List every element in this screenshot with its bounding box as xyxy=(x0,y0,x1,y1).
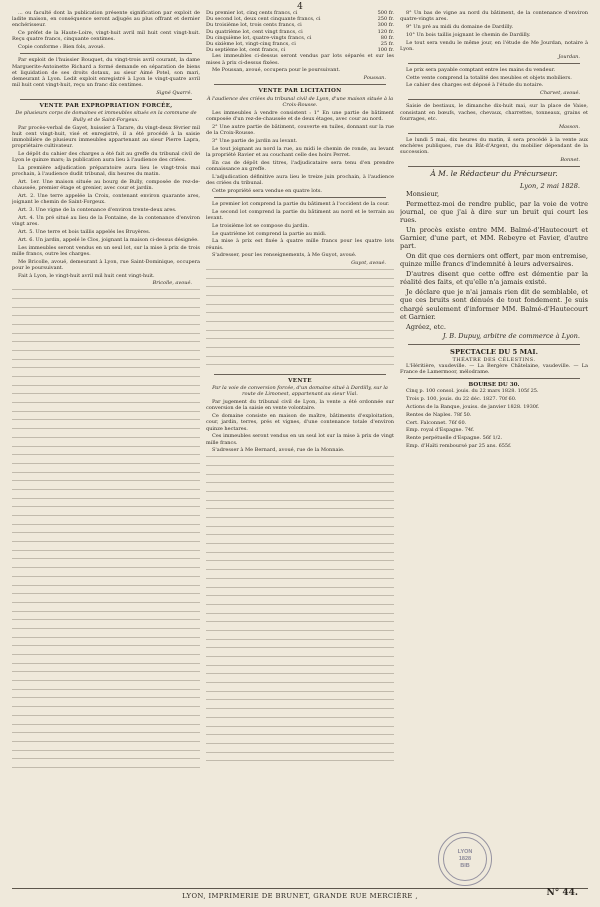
ledger-row: Du septième lot, cent francs, ci 100 fr. xyxy=(206,47,394,54)
column-1 xyxy=(12,10,200,885)
notice-domaine xyxy=(400,10,588,60)
paragraph: Saisie de bestiaux, le dimanche dix-huit mai, sur la place de Vaise, consistant en bœufs, vaches, chevaux, charrettes, tonneaux, grains et fourrages, etc. xyxy=(400,103,588,122)
signature: Charvet, avoué. xyxy=(540,90,580,97)
notice-title: VENTE PAR LICITATION xyxy=(258,88,342,95)
paragraph: Art. 2. Une terre appelée la Croix, contenant environ quarante ares, joignant le chemin de Saint-Forgeux. xyxy=(12,193,200,206)
divider xyxy=(214,197,386,198)
columns xyxy=(12,10,588,885)
paragraph: Les immeubles ci-dessus seront vendus par lots séparés et sur les mises à prix ci-dessus fixées. xyxy=(206,53,394,66)
paragraph: 2° Une autre partie de bâtiment, couverte en tuiles, donnant sur la rue de la Croix-Rousse. xyxy=(206,124,394,137)
paragraph: L'adjudication définitive aura lieu le treize juin prochain, à l'audience des criées du tribunal. xyxy=(206,173,394,187)
illegible-text xyxy=(12,289,200,773)
signature: Masson. xyxy=(558,123,580,130)
letter-to-editor xyxy=(400,170,588,340)
paragraph: Copie conforme : Bien fols, avoué. xyxy=(18,44,105,51)
paragraph: Le premier lot comprend la partie du bâtiment à l'occident de la cour. xyxy=(212,201,390,208)
notice-separation xyxy=(12,57,200,96)
signature: Guyot, avoué. xyxy=(351,260,386,267)
paragraph: La mise à prix est fixée à quatre mille francs pour les quatre lots réunis. xyxy=(206,238,394,251)
divider xyxy=(408,133,580,134)
paragraph: Me Poussan, avoué, occupera pour le poursuivant. xyxy=(212,67,341,74)
illegible-text xyxy=(206,456,394,766)
ledger-row: Du troisième lot, trois cents francs, ci 300 fr. xyxy=(206,22,394,29)
footer xyxy=(12,888,588,903)
letter-signature: J. B. Dupuy, arbitre de commerce à Lyon. xyxy=(442,332,580,341)
divider xyxy=(408,99,580,100)
bourse-line: Emp. royal d'Espagne. 74f. xyxy=(406,427,475,434)
ledger-row: Du premier lot, cinq cents francs, ci 500 fr. xyxy=(206,10,394,16)
paragraph: Cette propriété sera vendue en quatre lots. xyxy=(212,187,323,194)
paragraph: Un procès existe entre MM. Balmé-d'Hautecourt et Garnier, d'une part, et MM. Rebeyre et Favier, d'autre part. xyxy=(400,225,588,251)
library-stamp: LYON 1828 BIB xyxy=(438,832,492,886)
notice-vente-meubles xyxy=(400,67,588,97)
paragraph: Art. 5. Une terre et bois taillis appelés les Bruyères. xyxy=(18,229,151,236)
divider xyxy=(408,63,580,64)
paragraph: ... ou faculté dont la publication présente signification par exploit de ladite maison, en conséquence seront adjugés au plus offrant et dernier enchérisseur. xyxy=(12,10,200,29)
paragraph: Le second lot comprend la partie du bâtiment au nord et le terrain au levant. xyxy=(206,208,394,222)
paragraph: Le quatrième lot comprend la partie au midi. xyxy=(212,230,327,237)
signature: Jourdan. xyxy=(558,53,580,60)
divider xyxy=(408,166,580,167)
issue-number: N° 44. xyxy=(546,888,578,898)
letter-dateline: Lyon, 2 mai 1828. xyxy=(520,181,580,190)
paragraph: S'adresser à Me Bernard, avoué, rue de la Monnaie. xyxy=(212,447,345,454)
bourse-line: Cinq p. 100 consol. jouis. du 22 mars 1828. 105f 25. xyxy=(406,388,539,395)
paragraph: Le lundi 5 mai, dix heures du matin, il sera procédé à la vente aux enchères publiques, rue du Bât-d'Argent, du mobilier dépendant de la succession. xyxy=(400,136,588,156)
spectacle-title: SPECTACLE DU 5 MAI. xyxy=(450,347,538,356)
signature: Bricolle, avoué. xyxy=(152,280,192,287)
column-3 xyxy=(400,10,588,885)
divider xyxy=(408,344,580,345)
paragraph: Cette vente comprend la totalité des meubles et objets mobiliers. xyxy=(406,74,572,81)
paragraph: La première adjudication préparatoire aura lieu le vingt-trois mai prochain, à l'audience dudit tribunal, dix heures du matin. xyxy=(12,165,200,178)
notice-title: VENTE xyxy=(288,377,312,384)
paragraph: On dit que ces derniers ont offert, par mon entremise, quinze mille francs d'indemnité à leurs adversaires. xyxy=(400,252,588,269)
divider xyxy=(214,374,386,375)
bourse-line: Cert. Falconnet. 76f 60. xyxy=(406,419,467,426)
paragraph: Ce préfet de la Haute-Loire, vingt-huit avril mil huit cent vingt-huit. Reçu quatre francs, cinquante centimes. xyxy=(12,30,200,43)
paragraph: Permettez-moi de rendre public, par la voie de votre journal, ce que j'ai à dire sur un bruit qui court les rues. xyxy=(400,199,588,225)
ledger-row: Du sixième lot, vingt-cinq francs, ci 25 fr. xyxy=(206,41,394,48)
notice-subtitle: Par la voie de conversion forcée, d'un domaine situé à Dardilly, sur la route de Limonest, appartenant au sieur Vial. xyxy=(212,384,388,398)
paragraph: Par procès-verbal de Gayet, huissier à Tarare, du vingt-deux février mil huit cent vingt-huit, visé et enregistré, il a été procédé à la saisie immobilière de plusieurs immeubles appartenant au sieur Pierre Lapra, propriétaire cultivateur. xyxy=(12,124,200,150)
notice-subtitle: De plusieurs corps de domaines et immeubles situés en la commune de Bully et de Saint-Forgeux. xyxy=(15,110,197,123)
signature: Signé Quarré. xyxy=(156,90,192,97)
paragraph: Le troisième lot se compose du jardin. xyxy=(212,222,310,229)
letter-title: À M. le Rédacteur du Précurseur. xyxy=(430,169,558,179)
paragraph: Le tout sera vendu le même jour, en l'étude de Me Jourdan, notaire à Lyon. xyxy=(400,39,588,52)
signature: Bonnet. xyxy=(560,157,580,163)
paragraph: Par jugement du tribunal civil de Lyon, la vente a été ordonnée sur conversion de la saisie en vente volontaire. xyxy=(206,399,394,412)
bourse-section xyxy=(400,382,588,449)
bourse-line: Trois p. 100, jouis. du 22 déc. 1827. 70f 60. xyxy=(406,396,517,403)
ledger-row: Du cinquième lot, quatre-vingts francs, ci 80 fr. xyxy=(206,34,394,41)
ledger-row: Du quatrième lot, cent vingt francs, ci 120 fr. xyxy=(206,28,394,35)
notice-encheres xyxy=(400,137,588,163)
bourse-line: Rentes de Naples. 78f 50. xyxy=(406,411,472,418)
paragraph: Art. 1er. Une maison située au bourg de Bully, composée de rez-de-chaussée, premier étage et grenier, avec cour et jardin. xyxy=(12,179,200,192)
notice-title: VENTE PAR EXPROPRIATION FORCÉE, xyxy=(39,103,173,110)
illegible-text xyxy=(206,269,394,371)
divider xyxy=(20,53,192,54)
notice-subtitle: À l'audience des criées du tribunal civil de Lyon, d'une maison située à la Croix-Rousse. xyxy=(206,95,394,108)
spectacle-section xyxy=(400,348,588,376)
bourse-line: Rente perpétuelle d'Espagne. 56f 1/2. xyxy=(406,435,503,442)
paragraph: Ce domaine consiste en maison de maître, bâtiments d'exploitation, cour, jardin, terres, prés et vignes, d'une contenance totale d'environ quinze hectares. xyxy=(206,413,394,432)
theatre-name: THÉATRE DES CÉLESTINS. xyxy=(452,356,536,363)
bourse-title: BOURSE DU 30. xyxy=(468,382,520,389)
paragraph: Le tout joignant au nord la rue, au midi le chemin de ronde, au levant la propriété Ravier et au couchant celle des hoirs Perret. xyxy=(206,145,394,159)
page-number: 4 xyxy=(297,2,303,12)
paragraph: Les immeubles à vendre consistent : 1° En une partie de bâtiment composée d'un rez-de-chaussée et de deux étages, avec cour au nord. xyxy=(206,110,394,123)
paragraph: 8° Un bas de vigne au nord du bâtiment, de la contenance d'environ quatre-vingts ares. xyxy=(400,10,588,23)
paragraph: Me Bricolle, avoué, demeurant à Lyon, rue Saint-Dominique, occupera pour le poursuivant. xyxy=(12,258,200,271)
signature: Poussan. xyxy=(363,75,386,82)
paragraph: Le dépôt du cahier des charges a été fait au greffe du tribunal civil de Lyon le quinze mars; la publication aura lieu à l'audience des criées. xyxy=(12,151,200,164)
divider xyxy=(408,378,580,379)
spectacle-program: L'Héritière, vaudeville. — La Bergère Châtelaine, vaudeville. — La France de Lamermoor, mélodrame. xyxy=(400,362,588,375)
bourse-line: Actions de la Banque, jouiss. de janvier 1828. 1930f. xyxy=(406,403,540,410)
notice-lots xyxy=(206,201,394,266)
divider xyxy=(214,84,386,85)
paragraph: 3° Une partie de jardin au levant. xyxy=(212,138,298,145)
price-ledger xyxy=(206,10,394,81)
paragraph: Art. 4. Un pré situé au lieu de la Fontaine, de la contenance d'environ vingt ares. xyxy=(12,215,200,228)
column-2 xyxy=(206,10,394,885)
letter-body xyxy=(400,190,588,331)
paragraph: 10° Un bois taillis joignant le chemin de Dardilly. xyxy=(406,31,531,38)
intro-notice xyxy=(12,10,200,50)
bourse-line: Emp. d'Haïti remboursé par 25 ans. 655f. xyxy=(406,442,512,449)
paragraph: Le cahier des charges est déposé à l'étude du notaire. xyxy=(406,82,544,89)
notice-vente xyxy=(206,378,394,454)
paragraph: Agréez, etc. xyxy=(406,322,446,331)
paragraph: 9° Un pré au midi du domaine de Dardilly. xyxy=(406,24,514,30)
paragraph: Ces immeubles seront vendus en un seul lot sur la mise à prix de vingt mille francs. xyxy=(206,433,394,446)
paragraph: Le prix sera payable comptant entre les mains du vendeur. xyxy=(406,66,556,73)
paragraph: D'autres disent que cette offre est démentie par la réalité des faits, et qu'elle n'a jamais existé. xyxy=(400,270,588,287)
ledger-row: Du second lot, deux cent cinquante francs, ci 250 fr. xyxy=(206,16,394,23)
printer-imprint: LYON, IMPRIMERIE DE BRUNET, GRANDE RUE MERCIÈRE , xyxy=(182,892,418,900)
notice-expropriation xyxy=(12,103,200,286)
paragraph: Par exploit de l'huissier Bouquet, du vingt-trois avril courant, la dame Marguerite-Antoinette Richard a formé demande en séparation de biens et liquidation de ses droits dotaux, au sieur Aimé Potel, son mari, demeurant à Lyon. Ledit exploit enregistré à Lyon le vingt-quatre avril mil huit cent vingt-huit, reçu un franc dix centimes. xyxy=(12,57,200,89)
notice-licitation xyxy=(206,88,394,194)
paragraph: En cas de dépôt des titres, l'adjudicataire sera tenu d'en prendre connaissance au greffe. xyxy=(206,159,394,173)
paragraph: S'adresser, pour les renseignements, à Me Guyot, avoué. xyxy=(212,252,357,259)
paragraph: Monsieur, xyxy=(406,189,440,198)
notice-bestiaux xyxy=(400,103,588,129)
paragraph: Fait à Lyon, le vingt-huit avril mil huit cent vingt-huit. xyxy=(18,272,155,279)
paragraph: Art. 3. Une vigne de la contenance d'environ trente-deux ares. xyxy=(18,207,177,214)
paragraph: Je déclare que je n'ai jamais rien dit de semblable, et que ces bruits sont dénués de tout fondement. Je suis chargé seulement d'informer MM. Balmé-d'Hautecourt et Garnier. xyxy=(400,288,588,321)
paragraph: Art. 6. Un jardin, appelé le Clos, joignant la maison ci-dessus désignée. xyxy=(18,236,199,243)
divider xyxy=(20,99,192,100)
paragraph: Les immeubles seront vendus en un seul lot, sur la mise à prix de trois mille francs, outre les charges. xyxy=(12,244,200,257)
